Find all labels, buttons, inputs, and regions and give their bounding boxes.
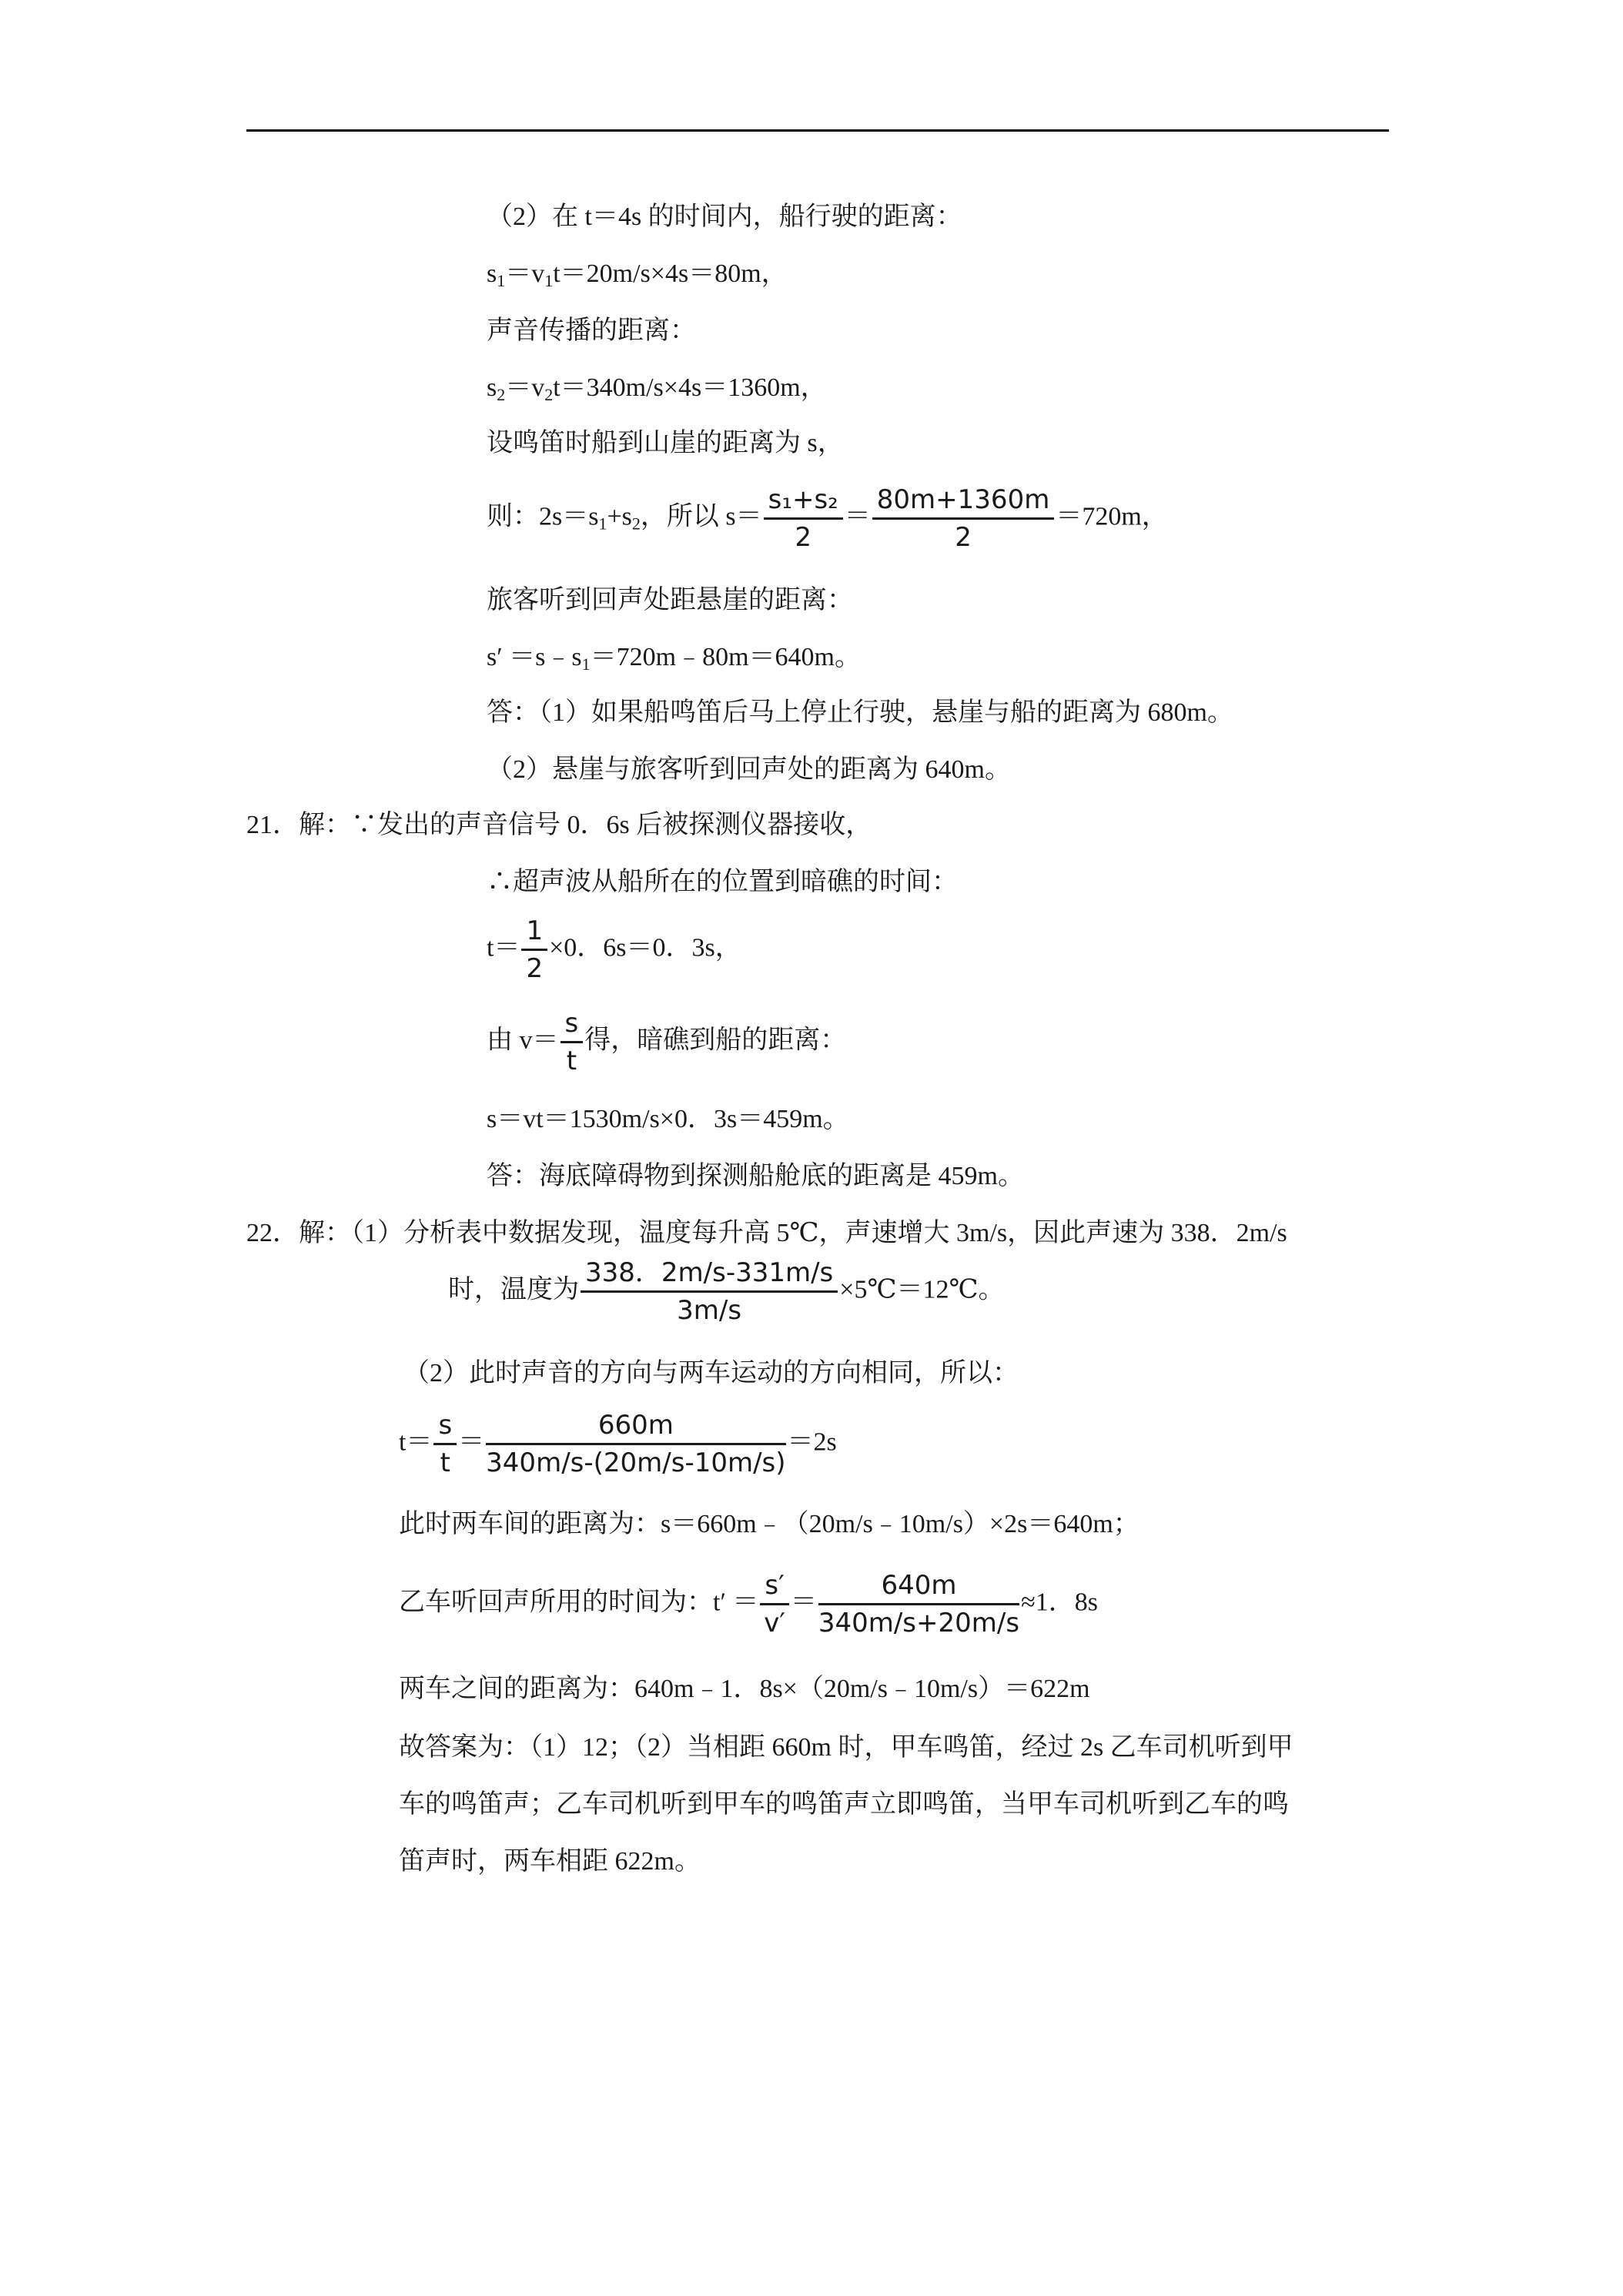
text-segment: ×0．6s＝0．3s， xyxy=(549,933,741,962)
line-q21-time-intro: ∴超声波从船所在的位置到暗礁的时间： xyxy=(487,868,958,896)
fraction-one-half xyxy=(521,916,547,983)
line-2s-equation xyxy=(487,485,1168,552)
numerator: s xyxy=(561,1009,584,1043)
fraction-660-over-relative-speed xyxy=(486,1411,785,1478)
text-segment: +s xyxy=(607,502,632,531)
line-q22-conclusion-2: 车的鸣笛声；乙车司机听到甲车的鸣笛声立即鸣笛，当甲车司机听到乙车的鸣 xyxy=(399,1790,1289,1819)
subscript: 2 xyxy=(631,514,641,534)
text-segment: ＝720m， xyxy=(1056,502,1168,531)
fraction-80-1360-over-2 xyxy=(872,485,1055,552)
denominator: 2 xyxy=(526,953,544,984)
header-rule xyxy=(246,129,1389,132)
numerator: s′ xyxy=(760,1571,788,1605)
line-s2-formula xyxy=(487,373,827,410)
line-q21-velocity-formula xyxy=(487,1009,846,1076)
line-answer-2: （2）悬崖与旅客听到回声处的距离为 640m。 xyxy=(487,755,1011,784)
numerator: 640m xyxy=(818,1571,1019,1605)
numerator: s₁+s₂ xyxy=(764,485,843,520)
fraction-640-over-speed-sum xyxy=(818,1571,1019,1638)
text-segment: t＝ xyxy=(399,1427,433,1457)
fraction-s-over-t xyxy=(561,1009,584,1076)
line-sound-distance-intro: 声音传播的距离： xyxy=(487,316,696,345)
numerator: 1 xyxy=(521,916,547,951)
fraction-s1-s2-over-2 xyxy=(764,485,843,552)
denominator: 340m/s+20m/s xyxy=(818,1608,1020,1638)
text-segment: ＝720m﹣80m＝640m。 xyxy=(590,643,861,671)
text-segment: 则：2s＝s xyxy=(487,502,599,531)
fraction-s-over-t xyxy=(433,1411,457,1478)
text-segment: 时，温度为 xyxy=(448,1275,579,1304)
text-segment: s xyxy=(487,259,497,288)
denominator: 2 xyxy=(955,522,972,553)
line-q22-final-distance: 两车之间的距离为：640m﹣1．8s×（20m/s﹣10m/s）＝622m xyxy=(399,1675,1090,1703)
line-q21-distance-result: s＝vt＝1530m/s×0．3s＝459m。 xyxy=(487,1105,849,1133)
text-segment: ＝ xyxy=(844,502,871,531)
subscript: 1 xyxy=(497,271,506,290)
denominator: t xyxy=(566,1046,577,1076)
fraction-s-prime-over-v-prime xyxy=(760,1571,788,1638)
text-segment: t＝20m/s×4s＝80m， xyxy=(553,259,788,288)
line-s1-formula xyxy=(487,259,788,296)
denominator: 3m/s xyxy=(677,1295,742,1326)
text-segment: 得，暗礁到船的距离： xyxy=(584,1026,847,1055)
text-segment: t＝340m/s×4s＝1360m， xyxy=(553,373,827,402)
denominator: 340m/s-(20m/s-10m/s) xyxy=(486,1448,786,1478)
line-q21-time-formula xyxy=(487,916,741,983)
line-q22-intro: 22．解：（1）分析表中数据发现，温度每升高 5℃，声速增大 3m/s，因此声速为 338．2m/s xyxy=(246,1219,1287,1247)
numerator: s xyxy=(433,1411,457,1445)
text-segment: ＝v xyxy=(505,259,545,288)
numerator: 338．2m/s-331m/s xyxy=(581,1258,838,1293)
text-segment: s xyxy=(487,373,497,402)
denominator: v′ xyxy=(764,1608,786,1638)
line-passenger-distance-intro: 旅客听到回声处距悬崖的距离： xyxy=(487,586,853,614)
text-segment: ＝v xyxy=(505,373,545,402)
line-q22-part2-intro: （2）此时声音的方向与两车运动的方向相同，所以： xyxy=(403,1359,1019,1387)
line-q21-answer: 答：海底障碍物到探测船舱底的距离是 459m。 xyxy=(487,1162,1024,1190)
text-segment: 由 v＝ xyxy=(487,1026,559,1055)
line-q22-temperature xyxy=(448,1258,1005,1325)
line-q21-intro: 21．解：∵发出的声音信号 0．6s 后被探测仪器接收， xyxy=(246,811,872,839)
text-segment: 乙车听回声所用的时间为：t′ ＝ xyxy=(399,1588,759,1617)
numerator: 660m xyxy=(486,1411,785,1445)
text-segment: ×5℃＝12℃。 xyxy=(839,1275,1005,1304)
line-q22-distance-between-cars: 此时两车间的距离为：s＝660m﹣（20m/s﹣10m/s）×2s＝640m； xyxy=(399,1510,1139,1538)
subscript: 1 xyxy=(598,514,607,534)
line-q22-conclusion-1: 故答案为：（1）12；（2）当相距 660m 时，甲车鸣笛，经过 2s 乙车司机听到甲 xyxy=(399,1733,1293,1762)
text-segment: ≈1．8s xyxy=(1021,1588,1098,1617)
line-q22-time-formula xyxy=(399,1411,837,1478)
line-q22-conclusion-3: 笛声时，两车相距 622m。 xyxy=(399,1847,701,1876)
numerator: 80m+1360m xyxy=(872,485,1055,520)
text-segment: ＝ xyxy=(458,1427,485,1457)
fraction-speed-difference xyxy=(581,1258,838,1325)
text-segment: ＝2s xyxy=(787,1427,837,1457)
subscript: 1 xyxy=(581,654,591,674)
line-answer-1: 答：（1）如果船鸣笛后马上停止行驶，悬崖与船的距离为 680m。 xyxy=(487,698,1233,727)
text-segment: s′ ＝s﹣s xyxy=(487,643,582,671)
line-assume-s: 设鸣笛时船到山崖的距离为 s， xyxy=(487,429,844,457)
line-s-prime-formula xyxy=(487,642,861,680)
denominator: 2 xyxy=(795,522,812,553)
subscript: 2 xyxy=(497,385,506,404)
denominator: t xyxy=(440,1448,450,1478)
text-segment: ＝ xyxy=(790,1588,817,1617)
text-segment: ，所以 s＝ xyxy=(640,502,762,531)
text-segment: t＝ xyxy=(487,933,520,962)
subscript: 1 xyxy=(544,271,554,290)
subscript: 2 xyxy=(544,385,554,404)
line-q22-echo-time xyxy=(399,1571,1098,1638)
line-ship-distance-intro: （2）在 t＝4s 的时间内，船行驶的距离： xyxy=(487,202,962,231)
